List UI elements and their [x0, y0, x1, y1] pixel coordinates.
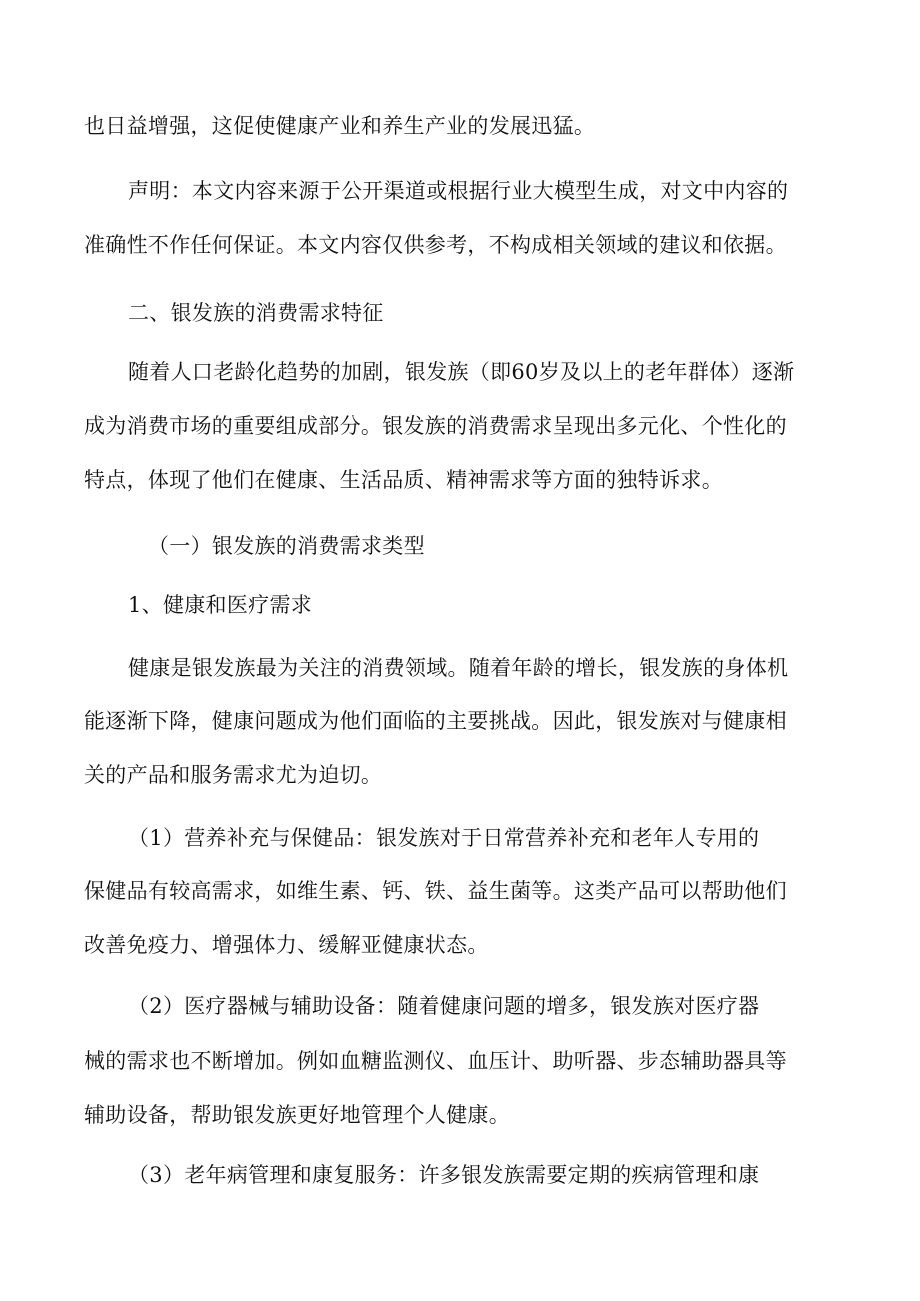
- point1-line-1: （1）营养补充与保健品：银发族对于日常营养补充和老年人专用的: [128, 826, 760, 850]
- item-intro-line-2: 能逐渐下降，健康问题成为他们面临的主要挑战。因此，银发族对与健康相: [84, 709, 787, 733]
- disclaimer-line-2: 准确性不作任何保证。本文内容仅供参考，不构成相关领域的建议和依据。: [84, 233, 787, 257]
- subsection-title: （一）银发族的消费需求类型: [148, 534, 425, 558]
- item-intro-line-1: 健康是银发族最为关注的消费领域。随着年龄的增长，银发族的身体机: [128, 656, 789, 680]
- point1-line-3: 改善免疫力、增强体力、缓解亚健康状态。: [84, 933, 489, 957]
- section-intro-line-2: 成为消费市场的重要组成部分。银发族的消费需求呈现出多元化、个性化的: [84, 414, 787, 438]
- item-title: 1、健康和医疗需求: [128, 593, 313, 617]
- point2-line-1: （2）医疗器械与辅助设备：随着健康问题的增多，银发族对医疗器: [128, 994, 760, 1018]
- point2-line-3: 辅助设备，帮助银发族更好地管理个人健康。: [84, 1103, 510, 1127]
- point2-line-2: 械的需求也不断增加。例如血糖监测仪、血压计、助听器、步态辅助器具等: [84, 1049, 787, 1073]
- point1-line-2: 保健品有较高需求，如维生素、钙、铁、益生菌等。这类产品可以帮助他们: [84, 879, 787, 903]
- section-intro-line-3: 特点，体现了他们在健康、生活品质、精神需求等方面的独特诉求。: [84, 468, 723, 492]
- section-title: 二、银发族的消费需求特征: [128, 301, 384, 325]
- point3-line-1: （3）老年病管理和康复服务：许多银发族需要定期的疾病管理和康: [128, 1163, 760, 1187]
- section-intro-line-1: 随着人口老龄化趋势的加剧，银发族（即60岁及以上的老年群体）逐渐: [128, 360, 795, 384]
- intro-line: 也日益增强，这促使健康产业和养生产业的发展迅猛。: [84, 114, 596, 138]
- disclaimer-line-1: 声明：本文内容来源于公开渠道或根据行业大模型生成，对文中内容的: [128, 179, 789, 203]
- item-intro-line-3: 关的产品和服务需求尤为迫切。: [84, 763, 383, 787]
